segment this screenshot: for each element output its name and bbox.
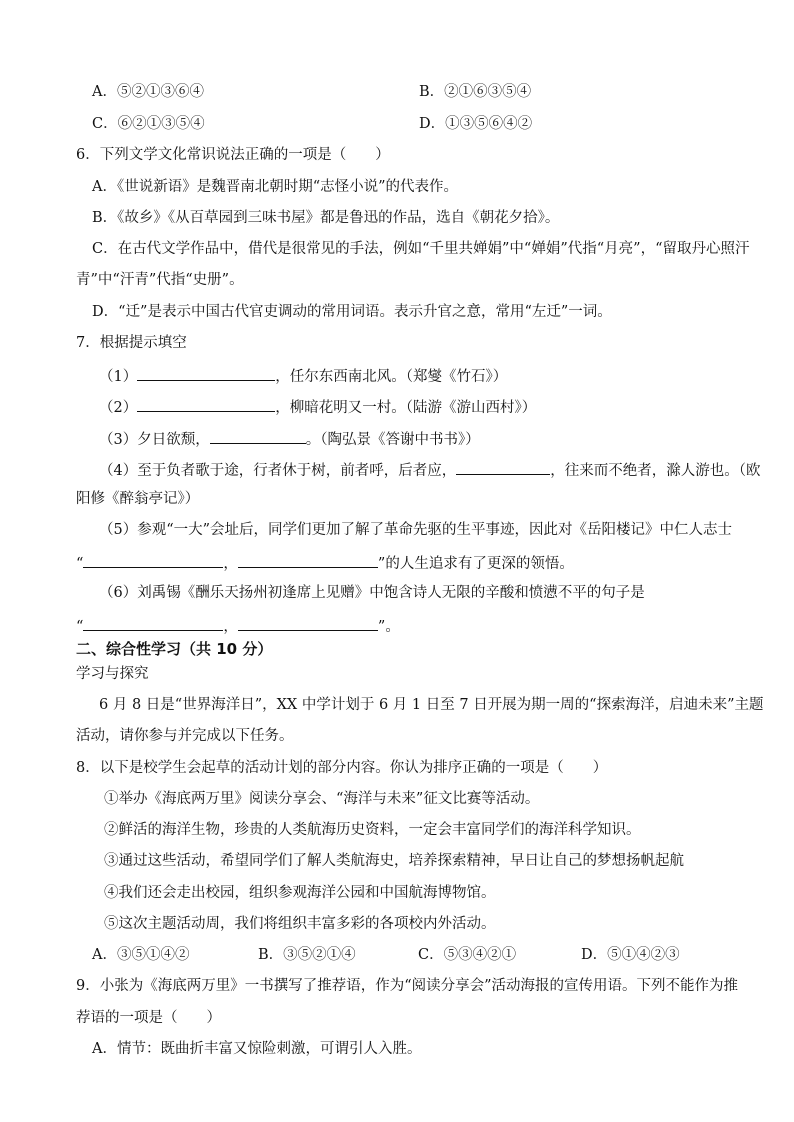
q7-item-5-line2 <box>76 551 574 574</box>
q7-item-6-tail: ”。 <box>377 619 400 635</box>
q7-stem: 7．根据提示填空 <box>76 335 187 351</box>
q6-stem: 6．下列文学文化常识说法正确的一项是（ ） <box>76 147 390 163</box>
q7-item-3-head: （3）夕日欲颓， <box>99 432 210 448</box>
comma: ， <box>223 619 238 635</box>
q7-item-1 <box>99 364 507 387</box>
q8-option-d: D．⑤①④②③ <box>581 947 680 963</box>
fill-blank[interactable] <box>137 395 275 412</box>
q6-option-a: A．《世说新语》是魏晋南北朝时期“志怪小说”的代表作。 <box>92 179 459 195</box>
comma: ， <box>223 556 238 572</box>
q7-item-4-line2: 阳修《醉翁亭记》） <box>76 491 200 507</box>
q7-item-5-line1: （5）参观“一大”会址后，同学们更加了解了革命先驱的生平事迹，因此对《岳阳楼记》中仁人志士 <box>99 522 733 538</box>
q8-option-a: A．③⑤①④② <box>92 947 190 963</box>
fill-blank[interactable] <box>456 458 550 475</box>
q7-item-5-tail: ”的人生追求有了更深的领悟。 <box>377 556 574 572</box>
fill-blank[interactable] <box>83 614 223 631</box>
q7-item-1-tail: ，任尔东西南北风。（郑燮《竹石》） <box>275 369 508 385</box>
fill-blank[interactable] <box>238 614 378 631</box>
q9-stem-line2: 荐语的一项是（ ） <box>76 1010 221 1026</box>
q8-sentence-4: ④我们还会走出校园，组织参观海洋公园和中国航海博物馆。 <box>104 885 496 901</box>
fill-blank[interactable] <box>210 427 306 444</box>
q8-sentence-5: ⑤这次主题活动周，我们将组织丰富多彩的各项校内外活动。 <box>104 916 496 932</box>
q5-option-a: A．⑤②①③⑥④ <box>92 84 204 100</box>
section-2-intro-line1: 6 月 8 日是“世界海洋日”，XX 中学计划于 6 月 1 日至 7 日开展为期一周的“探索海洋，启迪未来”主题 <box>99 697 764 713</box>
open-quote: “ <box>76 619 84 635</box>
q8-sentence-2: ②鲜活的海洋生物，珍贵的人类航海历史资料，一定会丰富同学们的海洋科学知识。 <box>104 822 641 838</box>
q7-item-2-number: （2） <box>99 400 138 416</box>
q7-item-3 <box>99 427 480 450</box>
q7-item-6-line2 <box>76 614 400 637</box>
q9-option-a: A．情节：既曲折丰富又惊险刺激，可谓引人入胜。 <box>92 1041 422 1057</box>
q7-item-2-tail: ，柳暗花明又一村。（陆游《游山西村》） <box>275 400 537 416</box>
fill-blank[interactable] <box>83 551 223 568</box>
q8-sentence-1: ①举办《海底两万里》阅读分享会、“海洋与未来”征文比赛等活动。 <box>104 791 540 807</box>
q9-stem-line1: 9．小张为《海底两万里》一书撰写了推荐语，作为“阅读分享会”活动海报的宣传用语。下列不能作为推 <box>76 978 739 994</box>
fill-blank[interactable] <box>238 551 378 568</box>
fill-blank[interactable] <box>137 364 275 381</box>
q8-option-b: B．③⑤②①④ <box>258 947 356 963</box>
q7-item-4-tail: ，往来而不绝者，滁人游也。（欧 <box>550 463 761 479</box>
q6-option-b: B．《故乡》《从百草园到三味书屋》都是鲁迅的作品，选自《朝花夕拾》。 <box>92 210 560 226</box>
q7-item-4-head: （4）至于负者歌于途，行者休于树，前者呼，后者应， <box>99 463 457 479</box>
open-quote: “ <box>76 556 84 572</box>
q7-item-3-tail: 。（陶弘景《答谢中书书》） <box>305 432 480 448</box>
q8-sentence-3: ③通过这些活动，希望同学们了解人类航海史，培养探索精神，早日让自己的梦想扬帆起航 <box>104 853 684 869</box>
q7-item-6-line1: （6）刘禹锡《酬乐天扬州初逢席上见赠》中饱含诗人无限的辛酸和愤懑不平的句子是 <box>99 585 645 601</box>
q5-option-b: B．②①⑥③⑤④ <box>419 84 532 100</box>
section-2-title: 二、综合性学习（共 10 分） <box>76 640 273 658</box>
q7-item-1-number: （1） <box>99 369 138 385</box>
q5-option-d: D．①③⑤⑥④② <box>419 116 533 132</box>
section-2-subtitle: 学习与探究 <box>76 666 149 682</box>
q6-option-d: D．“迁”是表示中国古代官吏调动的常用词语。表示升官之意，常用“左迁”一词。 <box>92 304 612 320</box>
q8-stem: 8．以下是校学生会起草的活动计划的部分内容。你认为排序正确的一项是（ ） <box>76 760 608 776</box>
section-2-intro-line2: 活动，请你参与并完成以下任务。 <box>76 728 294 744</box>
q6-option-c-line2: 青”中“汗青”代指“史册”。 <box>76 272 244 288</box>
q6-option-c-line1: C．在古代文学作品中，借代是很常见的手法，例如“千里共婵娟”中“婵娟”代指“月亮”，“留取丹心照汗 <box>92 241 750 257</box>
q7-item-4 <box>99 458 760 481</box>
q7-item-2 <box>99 395 536 418</box>
q5-option-c: C．⑥②①③⑤④ <box>92 116 205 132</box>
q8-option-c: C．⑤③④②① <box>418 947 517 963</box>
